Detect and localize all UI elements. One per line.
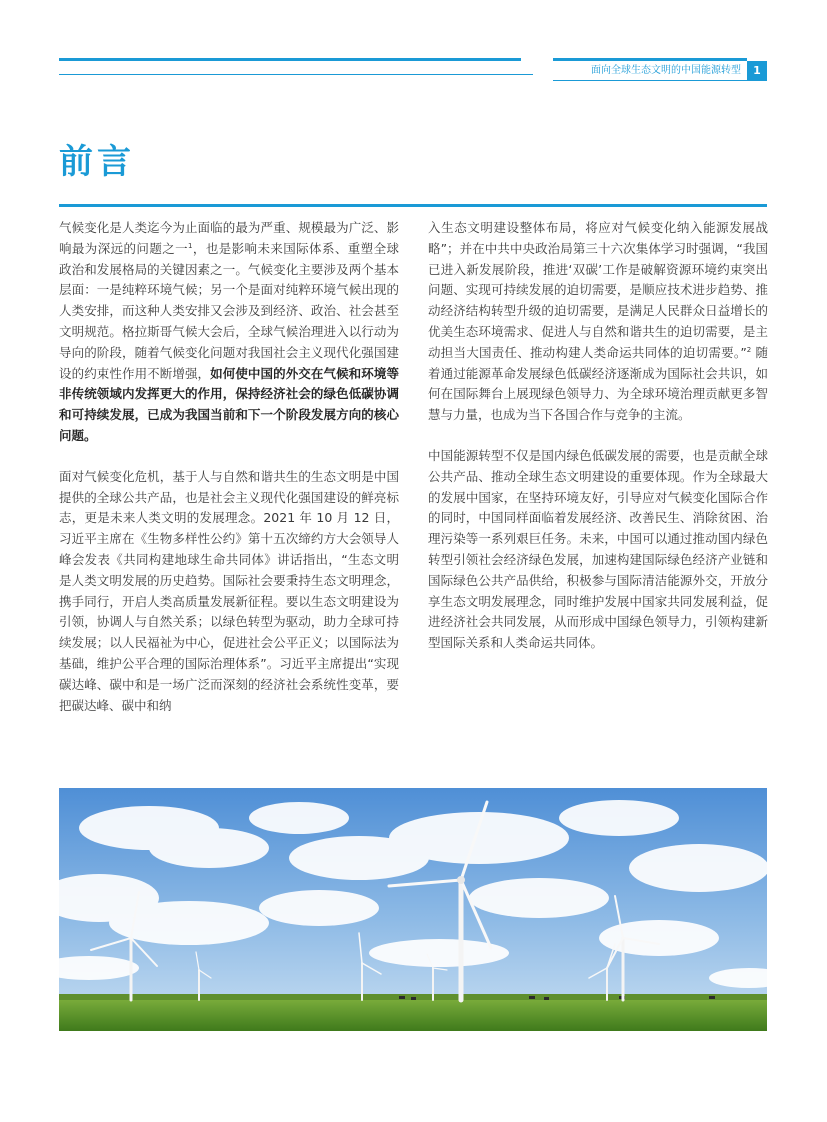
header-rule-left-thin [59,74,533,75]
running-title: 面向全球生态文明的中国能源转型 [591,65,741,76]
footnote-marker[interactable]: 2 [746,345,752,354]
paragraph: 气候变化是人类迄今为止面临的最为严重、规模最为广泛、影响最为深远的问题之一$^1$，也是影响未来国际体系、重塑全球政治和发展格局的关键因素之一。气候变化主要涉及两个基本层面：一是纯粹环境气候；另一个是面对纯粹环境气候出现的人类安排，而这种人类安排又会涉及到经济、政治、社会甚至文明规范。格拉斯哥气候大会后，全球气候治理进入以行动为导向的阶段，随着气候变化问题对我国社会主义现代化强国建设的约束性作用不断增强，如何使中国的外交在气候和环境等非传统领域内发挥更大的作用，保持经济社会的绿色低碳协调和可持续发展，已成为我国当前和下一个阶段发展方向的核心问题。 [59,220,399,443]
paragraph: 入生态文明建设整体布局，将应对气候变化纳入能源发展战略”；并在中共中央政治局第三十六次集体学习时强调，“我国已进入新发展阶段，推进‘双碳’工作是破解资源环境约束突出问题、实现可持续发展的迫切需要，是顺应技术进步趋势、推动经济结构转型升级的迫切需要，是满足人民群众日益增长的优美生态环境需求、促进人与自然和谐共生的迫切需要，是主动担当大国责任、推动构建人类命运共同体的迫切需要。”$^2$ 随着通过能源革命发展绿色低碳经济逐渐成为国际社会共识，如何在国际舞台上展现绿色领导力、为全球环境治理贡献更多智慧与力量，也成为当下各国合作与竞争的主流。 [428,220,768,423]
left-column [59,218,399,716]
header-rule-left [59,58,521,61]
paragraph: 中国能源转型不仅是国内绿色低碳发展的需要，也是贡献全球公共产品、推动全球生态文明建设的重要体现。作为全球最大的发展中国家，在坚持环境友好，引导应对气候变化国际合作的同时，中国同样面临着发展经济、改善民生、消除贫困、治理污染等一系列艰巨任务。未来，中国可以通过推动国内绿色转型引领社会经济绿色发展，加速构建国际绿色经济产业链和国际绿色公共产品供给，积极参与国际清洁能源外交，开放分享生态文明发展理念，同时维护发展中国家共同发展利益，促进经济社会共同发展，从而形成中国绿色领导力，引领构建新型国际关系和人类命运共同体。 [428,447,768,651]
right-column [428,218,768,654]
title-rule [59,204,767,207]
header-rule-right-thin [553,80,747,81]
wind-farm-photo [59,788,767,1031]
paragraph: 面对气候变化危机，基于人与自然和谐共生的生态文明是中国提供的全球公共产品，也是社会主义现代化强国建设的鲜亮标志，更是未来人类文明的发展理念。2021 年 10 月 12 日，习近平主席在《生物多样性公约》第十五次缔约方大会领导人峰会发表《共同构建地球生命共同体》讲话指出，“生态文明是人类文明发展的历史趋势。国际社会要秉持生态文明理念，携手同行，开启人类高质量发展新征程。要以生态文明建设为引领，协调人与自然关系；以绿色转型为驱动，助力全球可持续发展；以人民福祉为中心，促进社会公平正义；以国际法为基础，维护公平合理的国际治理体系”。习近平主席提出“实现碳达峰、碳中和是一场广泛而深刻的经济社会系统性变革，要把碳达峰、碳中和纳 [59,468,399,713]
bold-emphasis: 如何使中国的外交在气候和环境等非传统领域内发挥更大的作用，保持经济社会的绿色低碳协调和可持续发展，已成为我国当前和下一个阶段发展方向的核心问题。 [59,365,399,443]
page-title: 前言 [59,142,135,182]
footnote-marker[interactable]: 1 [188,241,193,250]
page-number: 1 [747,61,767,81]
header-rule-right [553,58,747,61]
